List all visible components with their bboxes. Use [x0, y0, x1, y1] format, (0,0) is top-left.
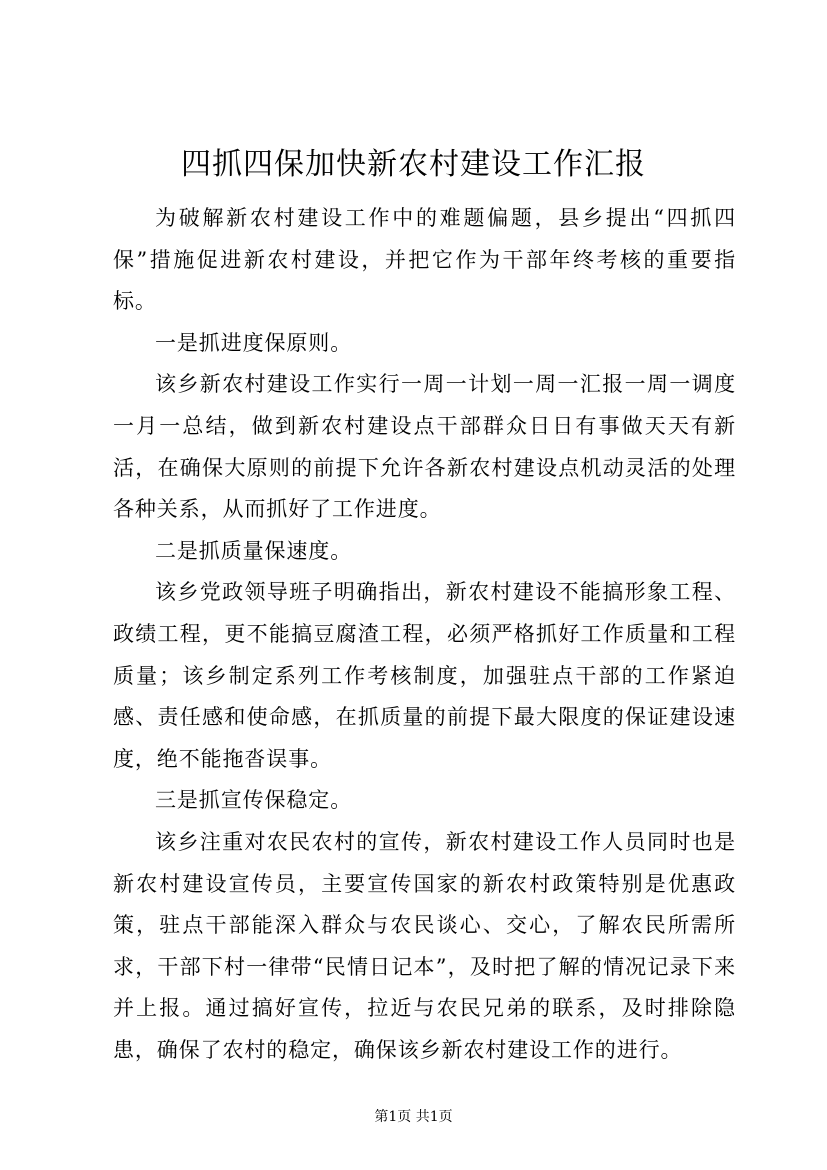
document-body	[113, 198, 736, 1071]
page-footer: 第1页 共1页	[374, 1109, 453, 1125]
paragraph-quality: 该乡党政领导班子明确指出，新农村建设不能搞形象工程、政绩工程，更不能搞豆腐渣工程，必须严格抓好工作质量和工程质量；该乡制定系列工作考核制度，加强驻点干部的工作紧迫感、责任感和使命感，在抓质量的前提下最大限度的保证建设速度，绝不能拖沓误事。	[113, 580, 736, 771]
paragraph-publicity: 该乡注重对农民农村的宣传，新农村建设工作人员同时也是新农村建设宣传员，主要宣传国家的新农村政策特别是优惠政策，驻点干部能深入群众与农民谈心、交心，了解农民所需所求，干部下村一律带“民情日记本”，及时把了解的情况记录下来并上报。通过搞好宣传，拉近与农民兄弟的联系，及时排除隐患，确保了农村的稳定，确保该乡新农村建设工作的进行。	[113, 829, 736, 1062]
paragraph-intro: 为破解新农村建设工作中的难题偏题，县乡提出“四抓四保”措施促进新农村建设，并把它作为干部年终考核的重要指标。	[113, 206, 736, 314]
section-heading-progress: 一是抓进度保原则。	[155, 330, 353, 355]
section-heading-publicity: 三是抓宣传保稳定。	[155, 788, 353, 813]
document-title: 四抓四保加快新农村建设工作汇报	[181, 147, 646, 182]
paragraph-progress: 该乡新农村建设工作实行一周一计划一周一汇报一周一调度一月一总结，做到新农村建设点干部群众日日有事做天天有新活，在确保大原则的前提下允许各新农村建设点机动灵活的处理各种关系，从而抓好了工作进度。	[113, 372, 736, 522]
section-heading-quality: 二是抓质量保速度。	[155, 538, 353, 563]
